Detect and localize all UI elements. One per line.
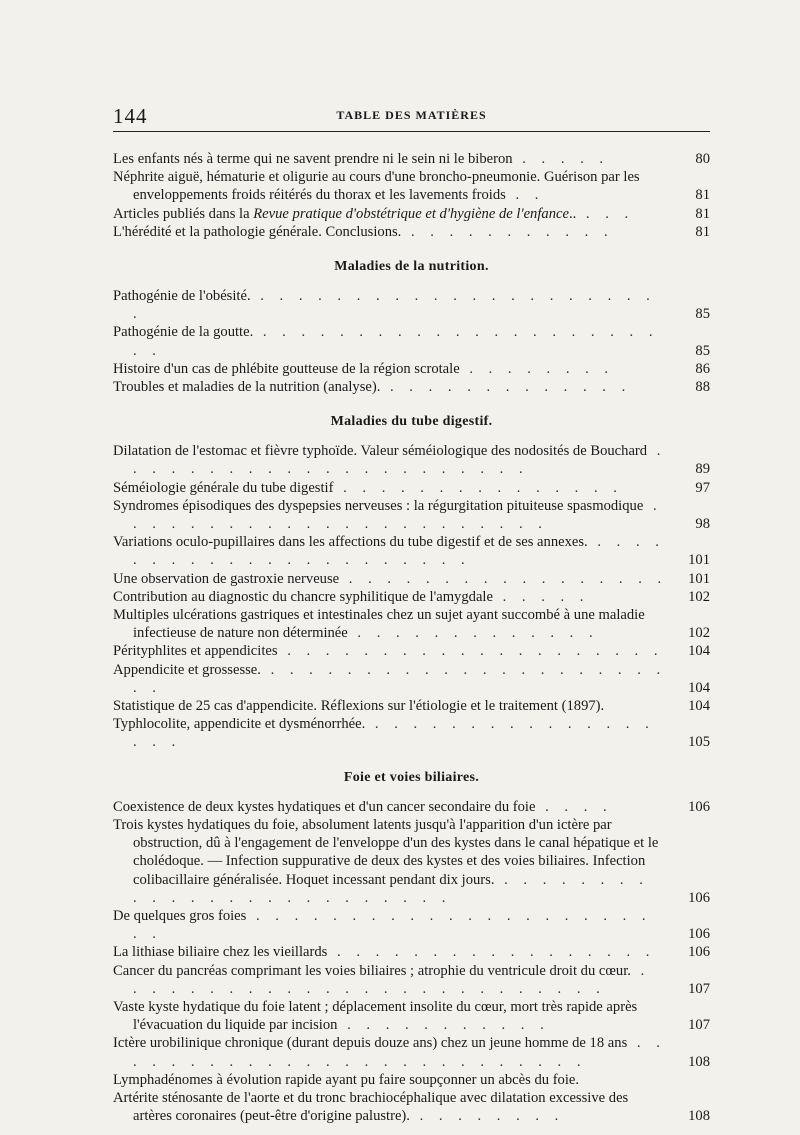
toc-entry: Troubles et maladies de la nutrition (analyse). . . . . . . . . . . . . . 88 [113,379,710,396]
section-title: Maladies du tube digestif. [330,414,493,430]
entry-title: Cancer du pancréas comprimant les voies biliaires ; atrophie du ventricule droit du cœur. [113,962,631,979]
toc-entry: Variations oculo-pupillaires dans les affections du tube digestif et de ses annexes. . . . . . . . . . . . . . . . . . . . . . . 101 [113,534,710,569]
section-liver [113,770,710,1126]
entry-title: Une observation de gastroxie nerveuse [113,570,340,587]
toc-entry: Néphrite aiguë, hématurie et oligurie au cours d'une broncho-pneumonie. Guérison par les enveloppements froids réitérés du thorax et les lavements froids . . 81 [113,169,710,204]
toc-entry: Les enfants nés à terme qui ne savent prendre ni le sein ni le biberon . . . . . 80 [113,151,710,167]
entry-title: Multiples ulcérations gastriques et intestinales chez un sujet ayant succombé à une maladie infectieuse de nature non déterminée [113,607,645,642]
entry-page: 86 [695,360,710,377]
entry-title: Variations oculo-pupillaires dans les affections du tube digestif et de ses annexes. [113,534,588,551]
entry-title: Pathogénie de la goutte. [113,324,254,341]
page-number: 144 [113,104,148,128]
toc-entry [113,1071,710,1089]
entry-page: 102 [688,588,710,605]
journal-title: Revue pratique d'obstétrique et d'hygiène de l'enfance [253,205,569,222]
entry-page: 102 [688,625,710,642]
toc-entry: Pérityphlites et appendicites . . . . . . . . . . . . . . . . . . . . 104 [113,643,710,660]
toc-entry: Cancer du pancréas comprimant les voies biliaires ; atrophie du ventricule droit du cœur. . . . . . . . . . . . . . . . . . . . . . . . . . . 107 [113,962,710,997]
entry-page: 106 [688,926,710,943]
header-rule [113,131,710,132]
toc-entry: Une observation de gastroxie nerveuse . . . . . . . . . . . . . . . . . 101 [113,570,710,587]
entry-title: Vaste kyste hydatique du foie latent ; déplacement insolite du cœur, mort très rapide après l'évacuation du liquide par incision [113,998,638,1034]
entry-page: 107 [688,1017,710,1034]
entry-title: Coexistence de deux kystes hydatiques et d'un cancer secondaire du foie [113,798,536,815]
entry-title: L'hérédité et la pathologie générale. Conclusions. [113,223,402,240]
entry-page: 104 [688,643,710,660]
entry-title: Trois kystes hydatiques du foie, absolument latents jusqu'à l'apparition d'un ictère par obstruction, dû à l'engagement de l'enveloppe d'un des kystes dans le canal hépatique et le cholédoque. — Infection suppurative de deux des kystes et des voies biliaires. Infection colibacillaire généralisée. Hoquet incessant pendant dix jours. [113,816,659,888]
entry-page: 85 [695,342,710,359]
entry-page: 98 [695,516,710,533]
entry-title: Troubles et maladies de la nutrition (analyse). [113,379,381,396]
toc-entry: Appendicite et grossesse. . . . . . . . . . . . . . . . . . . . . . . . 104 [113,661,710,696]
entry-title: Syndromes épisodiques des dyspepsies nerveuses : la régurgitation pituiteuse spasmodique [113,497,644,514]
entry-title: Statistique de 25 cas d'appendicite. Réflexions sur l'étiologie et le traitement (1897). [113,698,605,715]
entry-title: Pathogénie de l'obésité. [113,288,251,305]
toc-entry: L'hérédité et la pathologie générale. Conclusions. . . . . . . . . . . . 81 [113,223,710,240]
entry-title: Les enfants nés à terme qui ne savent prendre ni le sein ni le biberon [113,151,513,167]
entry-page: 107 [688,980,710,997]
entry-page: 108 [688,1108,710,1125]
entry-page: 106 [688,798,710,815]
entry-page: 101 [688,570,710,587]
toc-content [113,150,710,1125]
section-nutrition [113,259,710,396]
entry-title: Ictère urobilinique chronique (durant depuis douze ans) chez un jeune homme de 18 ans [113,1035,628,1052]
toc-entry: Coexistence de deux kystes hydatiques et d'un cancer secondaire du foie . . . . 106 [113,798,710,815]
running-title: TABLE DES MATIÈRES [336,108,487,122]
entry-page: 81 [695,205,710,222]
entry-page: 80 [695,151,710,167]
entry-page: 97 [695,479,710,496]
toc-entry: Dilatation de l'estomac et fièvre typhoïde. Valeur séméiologique des nodosités de Bouchard . . . . . . . . . . . . . . . . . . . . . . 89 [113,443,710,478]
entry-page: 81 [695,187,710,204]
entry-title: Appendicite et grossesse. [113,661,261,678]
toc-entry: Trois kystes hydatiques du foie, absolument latents jusqu'à l'apparition d'un ictère par obstruction, dû à l'engagement de l'enveloppe d'un des kystes dans le canal hépatique et le cholédoque. — Infection suppurative de deux des kystes et des voies biliaires. Infection colibacillaire généralisée. Hoquet incessant pendant dix jours. . . . . . . . . . . . . . . . . . . . . . . . . . 106 [113,816,710,906]
entry-title: Typhlocolite, appendicite et dysménorrhée. [113,716,366,733]
entry-page: 88 [695,379,710,396]
toc-entry: Multiples ulcérations gastriques et intestinales chez un sujet ayant succombé à une maladie infectieuse de nature non déterminée . . . . . . . . . . . . . 102 [113,607,710,642]
toc-entry: Typhlocolite, appendicite et dysménorrhée. . . . . . . . . . . . . . . . . . . 105 [113,716,710,751]
entry-page: 101 [688,552,710,569]
entry-page: 104 [688,679,710,696]
page-header [113,104,710,128]
entry-page: 85 [695,306,710,323]
entry-title: De quelques gros foies [113,907,247,924]
toc-entry: De quelques gros foies . . . . . . . . . . . . . . . . . . . . . . . 106 [113,907,710,943]
entry-title: Dilatation de l'estomac et fièvre typhoïde. Valeur séméiologique des nodosités de Bouchard [113,443,648,460]
entry-page: 81 [695,223,710,240]
entry-page: 106 [688,944,710,961]
toc-entry: Séméiologie générale du tube digestif . . . . . . . . . . . . . . . 97 [113,479,710,496]
toc-entry [113,697,710,715]
toc-entry: Artérite sténosante de l'aorte et du tronc brachiocéphalique avec dilatation excessive des artères coronaires (peut-être d'origine palustre). . . . . . . . . 108 [113,1089,710,1125]
toc-entry: Syndromes épisodiques des dyspepsies nerveuses : la régurgitation pituiteuse spasmodique . . . . . . . . . . . . . . . . . . . . . . . 98 [113,497,710,533]
entry-title: Contribution au diagnostic du chancre syphilitique de l'amygdale [113,588,493,605]
entry-page: 108 [688,1053,710,1070]
entry-page: 106 [688,889,710,906]
toc-entry: Histoire d'un cas de phlébite goutteuse de la région scrotale . . . . . . . . 86 [113,360,710,377]
toc-entry: Articles publiés dans la Revue pratique d'obstétrique et d'hygiène de l'enfance.. . . . 81 [113,205,710,222]
section-title: Foie et voies biliaires. [343,769,480,785]
toc-entry: Ictère urobilinique chronique (durant depuis douze ans) chez un jeune homme de 18 ans . . . . . . . . . . . . . . . . . . . . . . . . . . 108 [113,1035,710,1070]
toc-entry: Contribution au diagnostic du chancre syphilitique de l'amygdale . . . . . 102 [113,588,710,605]
toc-entry: La lithiase biliaire chez les vieillards . . . . . . . . . . . . . . . . . 106 [113,944,710,961]
entry-title: Pérityphlites et appendicites [113,643,278,660]
entry-title: Artérite sténosante de l'aorte et du tronc brachiocéphalique avec dilatation excessive des artères coronaires (peut-être d'origine palustre). [113,1089,629,1125]
entry-page: 104 [688,698,710,715]
toc-entry: Pathogénie de l'obésité. . . . . . . . . . . . . . . . . . . . . . . 85 [113,288,710,323]
toc-entry: Vaste kyste hydatique du foie latent ; déplacement insolite du cœur, mort très rapide après l'évacuation du liquide par incision . . . . . . . . . . . 107 [113,998,710,1034]
entry-title: Histoire d'un cas de phlébite goutteuse de la région scrotale [113,360,460,377]
entry-page: 89 [695,461,710,478]
entry-page: 105 [688,734,710,751]
entry-title: Néphrite aiguë, hématurie et oligurie au cours d'une broncho-pneumonie. Guérison par les enveloppements froids réitérés du thorax et les lavements froids [113,169,640,204]
entry-title: Séméiologie générale du tube digestif [113,479,334,496]
entry-title: La lithiase biliaire chez les vieillards [113,944,328,961]
toc-entry: Pathogénie de la goutte. . . . . . . . . . . . . . . . . . . . . . . . 85 [113,324,710,359]
section-digestive [113,414,710,751]
entry-title: Articles publiés dans la Revue pratique d'obstétrique et d'hygiène de l'enfance.. [113,205,577,222]
section-title: Maladies de la nutrition. [334,259,489,275]
intro-entries [113,150,710,241]
entry-title: Lymphadénomes à évolution rapide ayant pu faire soupçonner un abcès du foie. [113,1071,580,1088]
